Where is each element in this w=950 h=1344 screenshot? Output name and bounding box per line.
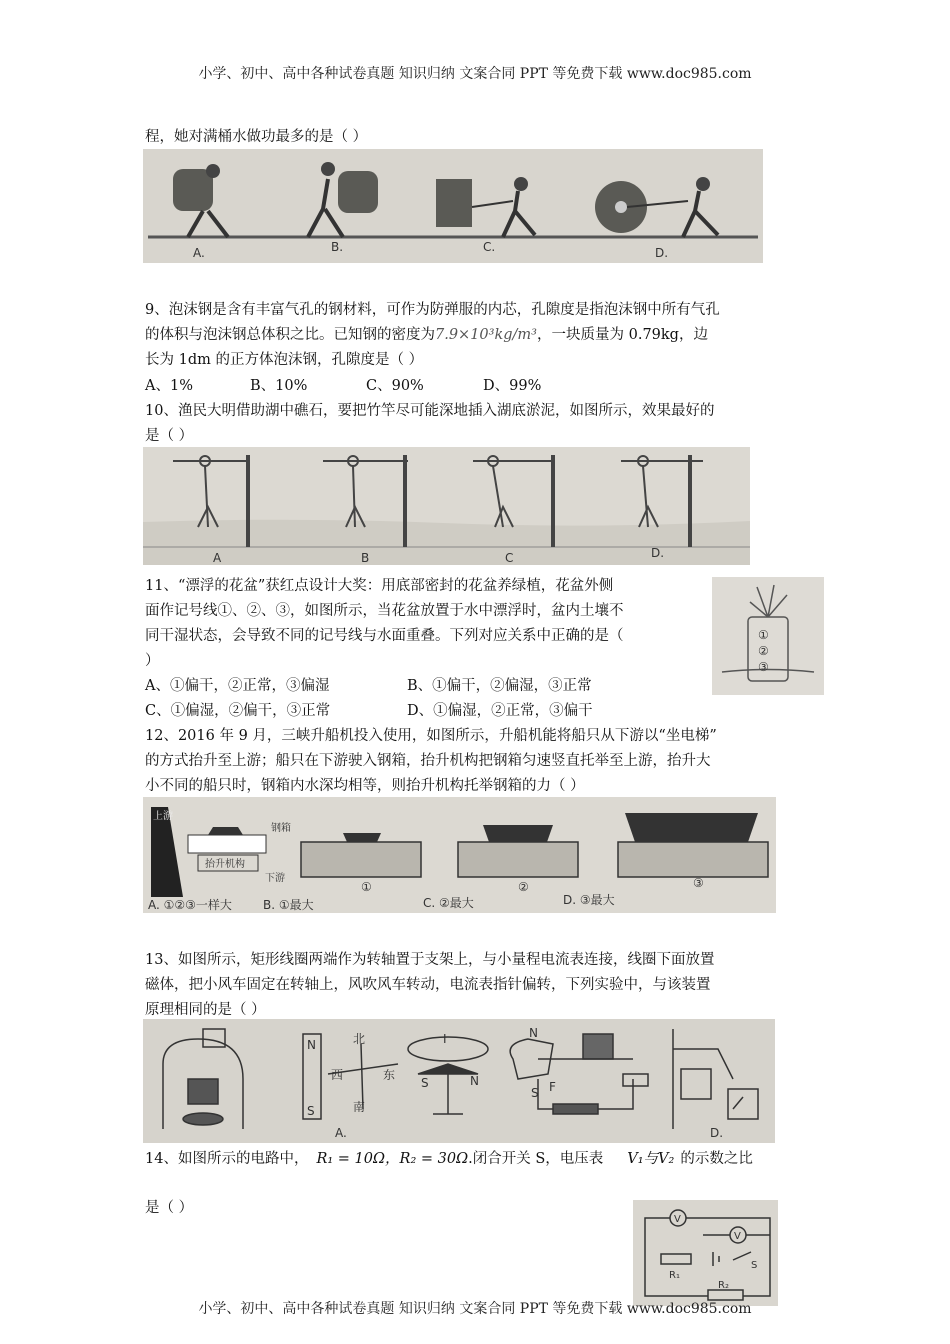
q10-label-c: C: [505, 551, 514, 565]
q14-post: 的示数之比: [680, 1151, 753, 1167]
q13-c-f: F: [549, 1080, 556, 1094]
q8-label-c: C.: [483, 240, 496, 254]
q11-option-a: A、①偏干，②正常，③偏湿: [145, 678, 330, 694]
q10-label-b: B: [361, 551, 370, 565]
q13-east: 东: [383, 1068, 396, 1082]
q13-line2: 磁体，把小风车固定在转轴上，风吹风车转动，电流表指针偏转，下列实验中，与该装置: [145, 977, 711, 993]
q9-option-a: A、1%: [145, 378, 193, 394]
q14-v: V₁与V₂: [627, 1151, 675, 1167]
q13-line1: 13、如图所示，矩形线圈两端作为转轴置于支架上，与小量程电流表连接，线圈下面放置: [145, 952, 715, 968]
q12-option-b: B. ①最大: [263, 898, 314, 912]
q10-line2: 是（ ）: [145, 428, 194, 444]
q12-option-d: D. ③最大: [563, 893, 615, 907]
q8-text: 程，她对满桶水做功最多的是（ ）: [145, 129, 368, 145]
q10-figure: [143, 447, 750, 565]
page-header: 小学、初中、高中各种试卷真题 知识归纳 文案合同 PPT 等免费下载 www.doc985.com: [198, 66, 752, 82]
q12-line1: 12、2016 年 9 月，三峡升船机投入使用，如图所示，升船机能将船只从下游以“坐电梯”: [145, 728, 717, 744]
q12-ship-3-label: ③: [693, 876, 704, 890]
q12-steel-box-label: 钢箱: [271, 823, 291, 834]
q12-ship-2-label: ②: [518, 880, 529, 894]
q11-option-c: C、①偏湿，②偏干，③正常: [145, 703, 331, 719]
q10-label-d: D.: [651, 546, 665, 560]
q10-line1: 10、渔民大明借助湖中礁石，要把竹竿尽可能深地插入湖底淤泥，如图所示，效果最好的: [145, 403, 715, 419]
q12-figure: [143, 797, 776, 913]
q13-north: 北: [353, 1032, 366, 1046]
q14-v1-label: V: [674, 1214, 681, 1225]
q12-line3: 小不同的船只时，钢箱内水深均相等，则抬升机构托举钢箱的力（ ）: [145, 778, 585, 794]
svg-text:③: ③: [758, 660, 769, 674]
q9-option-d: D、99%: [483, 378, 542, 394]
q13-c-s: S: [531, 1086, 539, 1100]
q11-line4: ）: [145, 653, 160, 669]
q8-label-a: A.: [193, 246, 205, 260]
q8-label-d: D.: [655, 246, 669, 260]
q13-b-s: S: [421, 1076, 429, 1090]
q14-r1-label: R₁: [669, 1270, 680, 1281]
q13-figure: [143, 1019, 775, 1143]
q13-b-current: I: [443, 1032, 447, 1046]
q12-option-c: C. ②最大: [423, 896, 474, 910]
q14-r2: R₂ = 30Ω: [399, 1151, 469, 1167]
q14-figure: [633, 1200, 778, 1306]
q11-line1: 11、“漂浮的花盆”获红点设计大奖：用底部密封的花盆养绿植，花盆外侧: [145, 578, 614, 594]
q14-pre: 14、如图所示的电路中，: [145, 1151, 309, 1167]
q8-figure: [143, 149, 763, 263]
q14-mid: .闭合开关 S，电压表: [468, 1151, 604, 1167]
q12-ship-1-label: ①: [361, 880, 372, 894]
q8-label-b: B.: [331, 240, 344, 254]
q13-c-n: N: [529, 1026, 538, 1040]
q10-label-a: A: [213, 551, 222, 565]
q9-line2-post: ，一块质量为 0.79kg，边: [537, 327, 708, 343]
q13-label-d: D.: [710, 1126, 724, 1140]
q11-line3: 同干湿状态，会导致不同的记号线与水面重叠。下列对应关系中正确的是（: [145, 628, 624, 644]
q9-line3: 长为 1dm 的正方体泡沫钢，孔隙度是（ ）: [145, 352, 424, 368]
q9-option-b: B、10%: [250, 378, 308, 394]
q13-west: 西: [331, 1068, 344, 1082]
svg-text:②: ②: [758, 644, 769, 658]
q12-line2: 的方式抬升至上游；船只在下游驶入钢箱，抬升机构把钢箱匀速竖直托举至上游，抬升大: [145, 753, 711, 769]
q13-a-n: N: [307, 1038, 316, 1052]
q13-line3: 原理相同的是（ ）: [145, 1002, 266, 1018]
q12-option-a: A. ①②③一样大: [148, 898, 232, 912]
q9-line2-pre: 的体积与泡沫钢总体积之比。已知钢的密度为: [145, 327, 435, 343]
page-footer: 小学、初中、高中各种试卷真题 知识归纳 文案合同 PPT 等免费下载 www.doc985.com: [198, 1301, 752, 1317]
q14-line2: 是（ ）: [145, 1200, 194, 1216]
q11-option-d: D、①偏湿，②正常，③偏干: [407, 703, 593, 719]
q14-switch-label: S: [751, 1260, 758, 1271]
q14-r2-label: R₂: [718, 1280, 729, 1291]
q14-r1: R₁ = 10Ω，: [316, 1151, 400, 1167]
q14-line1: [145, 1150, 753, 1168]
svg-text:①: ①: [758, 628, 769, 642]
q12-downstream-label: 下游: [265, 873, 285, 884]
q13-south: 南: [353, 1100, 366, 1114]
q13-label-a: A.: [335, 1126, 347, 1140]
q9-option-c: C、90%: [366, 378, 424, 394]
q11-line2: 面作记号线①、②、③，如图所示，当花盆放置于水中漂浮时，盆内土壤不: [145, 603, 624, 619]
q14-v2-label: V: [734, 1231, 741, 1242]
q11-figure: [712, 577, 824, 695]
q9-line2: [145, 326, 708, 344]
q11-option-b: B、①偏干，②偏湿，③正常: [407, 678, 592, 694]
q13-a-s: S: [307, 1104, 315, 1118]
q12-upstream-label: 上游: [153, 811, 173, 822]
q9-density: 7.9×10³kg/m³: [435, 327, 537, 343]
q13-b-n: N: [470, 1074, 479, 1088]
q12-lift-label: 抬升机构: [205, 859, 245, 870]
q9-line1: 9、泡沫钢是含有丰富气孔的钢材料，可作为防弹服的内芯，孔隙度是指泡沫钢中所有气孔: [145, 302, 720, 318]
